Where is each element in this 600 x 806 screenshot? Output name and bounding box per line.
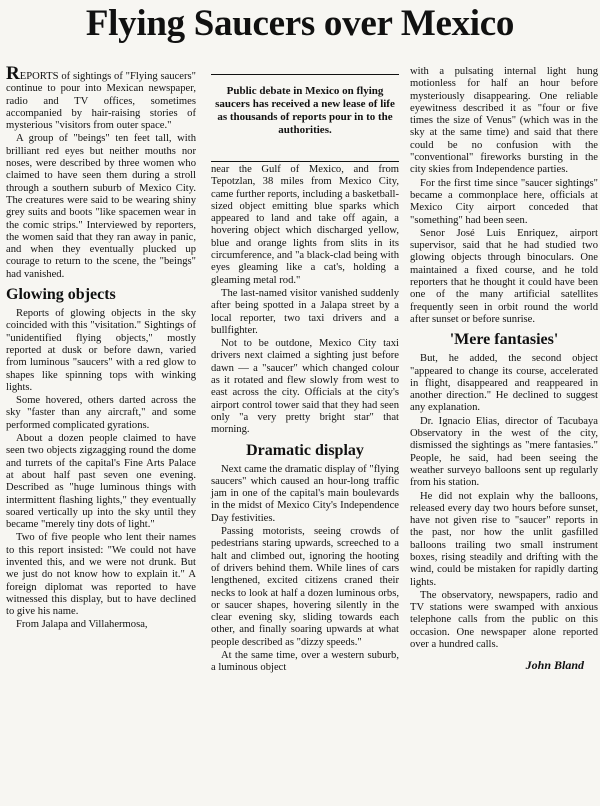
paragraph: But, he added, the second object "appeared to change its course, accelerated in flight, disappeared and reappeared in another direction." He declined to suggest any explanation. (410, 353, 598, 414)
paragraph: From Jalapa and Villahermosa, (16, 619, 148, 631)
paragraph: At the same time, over a western suburb, a luminous object (211, 649, 399, 674)
headline: Flying Saucers over Mexico (85, 3, 515, 44)
paragraph: A group of "beings" ten feet tall, with brilliant red eyes but neither mouths nor noses, were described by three women who claimed to have seen them during a stroll through a southern suburb of Mexico City. The creatures were said to be wearing shiny grey suits and boots "like spacemen wear in the comic strips." Interviewed by reporters, the women said that they ran away in panic, and when they eventually plucked up courage to return to the scene, the "beings" had vanished. (6, 133, 196, 280)
paragraph: near the Gulf of Mexico, and from Tepotzlan, 38 miles from Mexico City, came further reports, including a basketball-sized object emitting blue sparks which appeared to land and take off again, a hovering object which discharged yellow, blue and orange lights from slits in its circumference, and "a black-clad being with eyes gleaming like a cat's, holding a gleaming metal rod." (211, 164, 399, 286)
subheading-dramatic-display: Dramatic display (246, 441, 364, 459)
paragraph: Not to be outdone, Mexico City taxi drivers next claimed a sighting just before dawn — a "saucer" which changed colour as it rotated and flew slowly from west to east across the city. Officials at the city's airport control tower said that they had seen only "a very pretty bright star" that morning. (211, 338, 399, 436)
paragraph: REPORTS of sightings of "Flying saucers" continue to pour into Mexican newspaper, radio and TV offices, sometimes accompanied by hair-raising stories of mysterious "visitors from outer space." (6, 63, 196, 132)
paragraph: Some hovered, others darted across the sky "faster than any aircraft," and some performed complicated gyrations. (6, 395, 196, 431)
subheading-glowing-objects: Glowing objects (6, 286, 116, 304)
article-column-1 (6, 63, 196, 633)
paragraph: Next came the dramatic display of "flying saucers" which caused an hour-long traffic jam in one of the capital's main boulevards in the midst of Mexico City's Independence Day festivities. (211, 463, 399, 524)
article-column-3 (410, 66, 598, 672)
paragraph: Senor José Luis Enriquez, airport supervisor, said that he had studied two glowing objects through binoculars. One maintained a fixed course, and he told reporters that he thought it could have been one of the many artificial satellites frequently seen in orbit round the world after sunset or before sunrise. (410, 227, 598, 325)
subheading-mere-fantasies: 'Mere fantasies' (449, 331, 559, 349)
paragraph: Dr. Ignacio Elias, director of Tacubaya Observatory in the west of the city, dismissed the sightings as "mere fantasies." People, he said, had been seeing the weather surveyo balloons sent up regularly from his station. (410, 415, 598, 489)
drop-cap: R (6, 63, 20, 84)
paragraph: The last-named visitor vanished suddenly after being spotted in a Jalapa street by a local reporter, two taxi drivers and a bullfighter. (211, 287, 399, 336)
paragraph: Passing motorists, seeing crowds of pedestrians staring upwards, screeched to a halt and climbed out, ignoring the hooting of drivers behind them. While lines of cars lengthened, excited citizens craned their necks to look at half a dozen luminous orbs, or saucer shapes, hovering silently in the clear evening sky, sliding towards each other, and finally soaring upwards at what people described as "dizzy speeds." (211, 526, 399, 648)
paragraph: with a pulsating internal light hung motionless for half an hour before mysteriously disappearing. One reliable eyewitness described it as "four or five times the size of Venus" (which was in the sky at the same time) and said that there could be no confusion with the "conventional" fireworks bursting in the city skies from Independence parties. (410, 66, 598, 176)
paragraph: About a dozen people claimed to have seen two objects zigzagging round the dome and turrets of the capital's Fine Arts Palace at about half past seven one evening. Described as "huge luminous things with intermittent flashing lights," they eventually soared vertically up into the sky until they became "merely tiny dots of light." (6, 433, 196, 531)
paragraph: Two of five people who lent their names to this report insisted: "We could not have invented this, and we were not drunk. But we just do not know how to explain it." A foreign diplomat was reported to have witnessed this display, but to have declined to give his name. (6, 532, 196, 618)
paragraph: Reports of glowing objects in the sky coincided with this "visitation." Sightings of "unidentified flying objects," mostly reported at dusk or before dawn, varied from luminous "saucers" with a red glow to shapes like spinning tops with winking lights. (6, 308, 196, 393)
byline: John Bland (525, 658, 584, 673)
paragraph: The observatory, newspapers, radio and TV stations were swamped with anxious telephone calls from the public on this occasion. One newspaper alone reported over a hundred calls. (410, 589, 598, 651)
paragraph: He did not explain why the balloons, released every day two hours before sunset, have not given rise to "saucer" reports in the past, nor how the unlit gasfilled balloons trailing two small instrument boxes, rising steadily and drifting with the wind, could be mistaken for rapidly darting lights. (410, 490, 598, 588)
article-column-2 (211, 164, 399, 676)
paragraph: For the first time since "saucer sightings" became a commonplace here, officials at Mexico City airport conceded that "something" had been seen. (410, 177, 598, 226)
pull-quote: Public debate in Mexico on flying saucers has received a new lease of life as thousands of reports pour in to the authorities. (211, 74, 399, 162)
